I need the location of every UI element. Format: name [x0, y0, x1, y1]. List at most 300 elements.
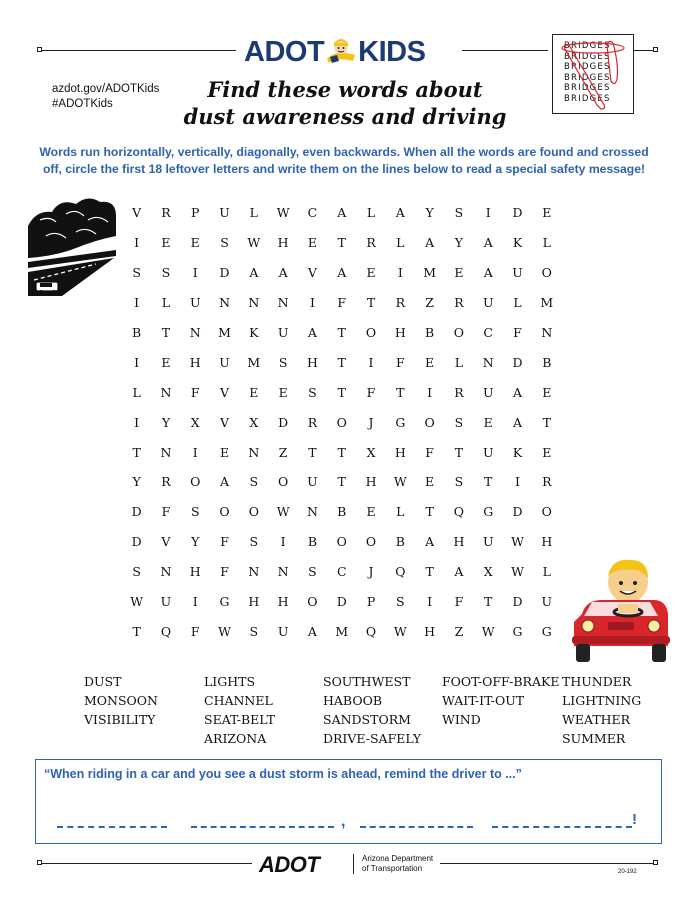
grid-letter[interactable]: O [365, 534, 377, 550]
grid-letter[interactable]: J [368, 564, 374, 580]
grid-letter[interactable]: G [395, 414, 406, 430]
word-list-item: WEATHER [562, 712, 631, 727]
word-list-column [323, 672, 421, 748]
grid-letter[interactable]: T [454, 444, 464, 460]
grid-letter[interactable]: T [337, 325, 346, 340]
grid-letter[interactable]: J [368, 414, 374, 430]
grid-letter[interactable]: O [336, 534, 347, 550]
grid-letter[interactable]: O [219, 504, 230, 520]
grid-letter[interactable]: M [335, 623, 349, 639]
grid-row [122, 497, 562, 527]
grid-letter[interactable]: Y [425, 205, 434, 221]
grid-letter[interactable]: I [134, 295, 140, 311]
grid-letter[interactable]: T [484, 474, 493, 490]
grid-letter[interactable]: A [337, 205, 347, 221]
instructions: Words run horizontally, vertically, diagonally, even backwards. When all the words are found and crossed off, circle the first 18 leftover letters and write them on the lines below to read a special safety message! [39, 145, 649, 176]
word-list-item: SANDSTORM [323, 712, 411, 727]
grid-letter[interactable]: E [542, 444, 552, 460]
grid-letter[interactable]: L [161, 295, 171, 311]
grid-letter[interactable]: N [248, 564, 260, 580]
grid-letter[interactable]: D [131, 504, 142, 520]
answer-blank-line[interactable] [360, 826, 473, 828]
department-name [362, 854, 433, 874]
grid-letter[interactable]: W [247, 235, 261, 251]
grid-letter[interactable]: G [219, 594, 230, 610]
hashtag: #ADOTKids [52, 98, 113, 110]
grid-letter[interactable]: S [278, 354, 288, 370]
word-list-item: SUMMER [562, 731, 626, 746]
grid-letter[interactable]: U [307, 474, 318, 490]
grid-letter[interactable]: N [189, 325, 201, 340]
grid-letter[interactable]: E [542, 384, 552, 400]
grid-letter[interactable]: U [482, 384, 494, 400]
grid-letter[interactable]: Y [132, 474, 141, 490]
grid-letter[interactable]: U [189, 295, 201, 311]
grid-letter[interactable]: I [192, 594, 198, 610]
grid-letter[interactable]: N [219, 295, 230, 311]
grid-letter[interactable]: I [309, 295, 315, 311]
grid-letter[interactable]: B [307, 534, 318, 550]
grid-letter[interactable]: D [336, 594, 347, 610]
grid-letter[interactable]: F [454, 594, 464, 610]
grid-letter[interactable]: D [512, 504, 523, 520]
title-line-2: dust awareness and driving [183, 104, 507, 129]
grid-letter[interactable]: O [365, 325, 377, 340]
grid-letter[interactable]: M [423, 265, 437, 281]
grid-letter[interactable]: N [306, 504, 318, 520]
grid-letter[interactable]: A [425, 534, 435, 550]
grid-letter[interactable]: A [220, 474, 230, 490]
word-list-column [204, 672, 275, 748]
answer-blank-line[interactable] [492, 826, 632, 828]
grid-letter[interactable]: A [249, 265, 259, 281]
site-url[interactable]: azdot.gov/ADOTKids [52, 83, 160, 95]
grid-letter[interactable]: I [192, 265, 198, 281]
grid-letter[interactable]: A [395, 205, 405, 221]
grid-letter[interactable]: O [453, 325, 465, 340]
grid-letter[interactable]: G [512, 623, 523, 639]
grid-letter[interactable]: W [276, 504, 290, 520]
grid-letter[interactable]: U [160, 594, 172, 610]
grid-letter[interactable]: E [219, 444, 230, 460]
grid-row [122, 318, 562, 348]
grid-letter[interactable]: L [249, 205, 258, 221]
grid-letter[interactable]: R [161, 474, 171, 490]
grid-letter[interactable]: A [307, 623, 317, 639]
grid-letter[interactable]: W [393, 474, 407, 490]
grid-letter[interactable]: U [219, 354, 230, 370]
grid-letter[interactable]: T [366, 295, 376, 311]
footer-rule-left [40, 863, 252, 864]
grid-letter[interactable]: W [481, 623, 495, 639]
grid-letter[interactable]: Q [395, 564, 406, 580]
grid-letter[interactable]: Y [161, 414, 171, 430]
footer-rule-right [440, 863, 656, 864]
grid-row [122, 557, 562, 587]
grid-letter[interactable]: G [541, 623, 552, 639]
grid-letter[interactable]: W [130, 594, 144, 610]
grid-letter[interactable]: N [482, 354, 494, 370]
example-row: BRIDGES [564, 83, 611, 94]
grid-letter[interactable]: O [190, 474, 201, 490]
grid-letter[interactable]: H [277, 235, 289, 251]
grid-letter[interactable]: K [512, 235, 523, 251]
rule-end-dot [37, 47, 42, 52]
grid-letter[interactable]: F [190, 623, 200, 639]
example-circles-icon [553, 35, 635, 115]
grid-letter[interactable]: C [336, 564, 347, 580]
grid-letter[interactable]: W [511, 564, 524, 580]
grid-letter[interactable]: D [219, 265, 230, 281]
grid-letter[interactable]: V [220, 384, 230, 400]
grid-letter[interactable]: E [161, 354, 171, 370]
grid-letter[interactable]: N [160, 384, 172, 400]
grid-letter[interactable]: R [542, 474, 552, 490]
grid-letter[interactable]: V [307, 265, 317, 281]
grid-letter[interactable]: R [454, 295, 464, 311]
grid-letter[interactable]: W [393, 623, 407, 639]
grid-letter[interactable]: F [337, 295, 347, 311]
rule-end-dot [653, 47, 658, 52]
grid-letter[interactable]: A [454, 564, 464, 580]
grid-letter[interactable]: S [220, 235, 229, 251]
grid-letter[interactable]: U [541, 594, 553, 610]
grid-letter[interactable]: R [454, 384, 464, 400]
footer-divider [353, 854, 354, 874]
grid-letter[interactable]: F [425, 444, 434, 460]
grid-letter[interactable]: N [248, 295, 260, 311]
grid-letter[interactable]: H [248, 594, 260, 610]
grid-letter[interactable]: U [277, 623, 289, 639]
answer-exclaim: ! [632, 811, 637, 828]
example-row: BRIDGES [564, 41, 611, 51]
grid-letter[interactable]: L [132, 384, 141, 400]
title-line-1: Find these words about [207, 77, 483, 102]
grid-letter[interactable]: I [134, 414, 140, 430]
grid-letter[interactable]: K [249, 325, 259, 340]
grid-letter[interactable]: P [191, 205, 200, 221]
grid-letter[interactable]: E [454, 265, 464, 281]
grid-letter[interactable]: S [132, 265, 141, 281]
grid-letter[interactable]: S [132, 564, 141, 580]
grid-letter[interactable]: S [454, 414, 464, 430]
grid-letter[interactable]: T [337, 235, 346, 251]
grid-letter[interactable]: E [483, 414, 493, 430]
grid-letter[interactable]: T [161, 325, 171, 340]
grid-letter[interactable]: H [424, 623, 436, 639]
grid-letter[interactable]: X [366, 444, 376, 460]
grid-letter[interactable]: S [161, 265, 171, 281]
site-info [52, 82, 159, 112]
word-list-item: CHANNEL [204, 693, 273, 708]
grid-letter[interactable]: S [249, 623, 259, 639]
grid-letter[interactable]: M [540, 295, 554, 311]
dust-storm-icon [26, 196, 118, 298]
grid-letter[interactable]: Z [454, 623, 464, 639]
answer-blank-line[interactable] [57, 826, 167, 828]
adot-footer-logo: ADOT [259, 852, 320, 877]
word-list-column [562, 672, 641, 748]
word-list-item: DRIVE-SAFELY [323, 731, 422, 746]
grid-letter[interactable]: S [249, 534, 259, 550]
grid-row [122, 437, 562, 467]
grid-letter[interactable]: L [542, 235, 551, 251]
dept-line-2: of Transportation [362, 864, 423, 873]
grid-letter[interactable]: U [482, 534, 494, 550]
document-code: 20-192 [618, 869, 637, 875]
grid-row [122, 407, 562, 437]
grid-letter[interactable]: R [366, 235, 376, 251]
grid-letter[interactable]: T [337, 384, 346, 400]
grid-letter[interactable]: Z [425, 295, 434, 311]
word-list-column [84, 672, 158, 729]
grid-letter[interactable]: H [189, 564, 201, 580]
grid-letter[interactable]: T [484, 594, 493, 610]
grid-letter[interactable]: B [132, 325, 142, 340]
grid-letter[interactable]: U [219, 205, 230, 221]
word-list-item: HABOOB [323, 693, 383, 708]
grid-letter[interactable]: T [132, 444, 141, 460]
grid-letter[interactable]: E [425, 354, 435, 370]
grid-letter[interactable]: E [190, 235, 200, 251]
grid-letter[interactable]: T [337, 474, 346, 490]
grid-letter[interactable]: N [248, 444, 260, 460]
word-list-column [442, 672, 559, 729]
grid-letter[interactable]: F [513, 325, 522, 340]
grid-letter[interactable]: B [395, 534, 405, 550]
grid-letter[interactable]: L [454, 354, 464, 370]
grid-letter[interactable]: W [276, 205, 290, 221]
answer-comma: , [341, 813, 346, 830]
grid-letter[interactable]: W [511, 534, 524, 550]
grid-letter[interactable]: U [512, 265, 523, 281]
grid-letter[interactable]: F [395, 354, 405, 370]
grid-letter[interactable]: S [249, 474, 259, 490]
grid-letter[interactable]: W [218, 623, 231, 639]
grid-letter[interactable]: U [482, 444, 494, 460]
grid-letter[interactable]: E [161, 235, 171, 251]
page-title [175, 76, 515, 130]
grid-letter[interactable]: X [190, 414, 200, 430]
message-quote: “When riding in a car and you see a dust storm is ahead, remind the driver to ...” [44, 767, 522, 781]
grid-letter[interactable]: O [424, 414, 435, 430]
grid-letter[interactable]: E [249, 384, 259, 400]
grid-letter[interactable]: T [337, 444, 346, 460]
grid-letter[interactable]: N [160, 564, 172, 580]
grid-letter[interactable]: V [161, 534, 171, 550]
grid-letter[interactable]: A [425, 235, 435, 251]
grid-letter[interactable]: Q [365, 623, 377, 639]
word-list-item: WIND [442, 712, 481, 727]
grid-letter[interactable]: B [425, 325, 435, 340]
grid-letter[interactable]: H [306, 354, 318, 370]
grid-letter[interactable]: C [483, 325, 493, 340]
grid-letter[interactable]: N [277, 295, 289, 311]
grid-letter[interactable]: L [542, 564, 551, 580]
grid-letter[interactable]: I [485, 205, 491, 221]
grid-letter[interactable]: T [425, 564, 434, 580]
grid-letter[interactable]: L [513, 295, 522, 311]
grid-row [122, 228, 562, 258]
grid-letter[interactable]: I [192, 444, 198, 460]
example-row: BRIDGES [564, 72, 611, 83]
word-list-item: LIGHTS [204, 674, 256, 689]
word-list-item: ARIZONA [204, 731, 267, 746]
grid-letter[interactable]: V [220, 414, 230, 430]
grid-letter[interactable]: D [278, 414, 289, 430]
grid-letter[interactable]: I [368, 354, 374, 370]
grid-letter[interactable]: O [336, 414, 347, 430]
example-thumbnail [552, 34, 634, 114]
grid-letter[interactable]: F [366, 384, 376, 400]
dept-line-1: Arizona Department [362, 854, 434, 863]
grid-letter[interactable]: P [366, 594, 376, 610]
grid-letter[interactable]: O [541, 265, 552, 281]
grid-letter[interactable]: L [366, 205, 376, 221]
grid-letter[interactable]: A [307, 325, 317, 340]
word-list-item: VISIBILITY [84, 712, 156, 727]
grid-letter[interactable]: Q [453, 504, 465, 520]
grid-letter[interactable]: T [132, 623, 141, 639]
word-list-item: WAIT-IT-OUT [442, 693, 525, 708]
grid-letter[interactable]: Z [278, 444, 288, 460]
adot-kids-logo [244, 34, 454, 70]
kid-driving-car-icon [568, 556, 672, 666]
grid-letter[interactable]: H [365, 474, 377, 490]
grid-letter[interactable]: S [454, 474, 464, 490]
rule-end-dot [37, 860, 42, 865]
grid-row [122, 288, 562, 318]
grid-letter[interactable]: G [483, 504, 494, 520]
word-list-item: LIGHTNING [562, 693, 642, 708]
word-list-item: SEAT-BELT [204, 712, 275, 727]
grid-letter[interactable]: I [134, 235, 140, 251]
word-list-item: MONSOON [84, 693, 158, 708]
grid-letter[interactable]: C [307, 205, 318, 221]
grid-letter[interactable]: D [512, 594, 523, 610]
grid-letter[interactable]: T [425, 504, 434, 520]
grid-row [122, 347, 562, 377]
grid-letter[interactable]: M [218, 325, 231, 340]
grid-letter[interactable]: L [396, 235, 405, 251]
grid-letter[interactable]: V [132, 205, 142, 221]
grid-letter[interactable]: A [483, 235, 493, 251]
grid-letter[interactable]: E [307, 235, 317, 251]
grid-letter[interactable]: H [394, 444, 406, 460]
grid-row [122, 198, 562, 228]
grid-letter[interactable]: O [307, 594, 318, 610]
grid-letter[interactable]: N [160, 444, 172, 460]
grid-letter[interactable]: H [189, 354, 201, 370]
grid-letter[interactable]: E [366, 504, 376, 520]
grid-letter[interactable]: Y [191, 534, 200, 550]
grid-row [122, 467, 562, 497]
grid-letter[interactable]: F [190, 384, 200, 400]
word-list-item: SOUTHWEST [323, 674, 411, 689]
grid-letter[interactable]: T [542, 414, 551, 430]
grid-letter[interactable]: A [483, 265, 493, 281]
grid-letter[interactable]: T [337, 354, 346, 370]
grid-letter[interactable]: O [541, 504, 552, 520]
grid-letter[interactable]: I [427, 594, 433, 610]
grid-letter[interactable]: R [161, 205, 171, 221]
grid-letter[interactable]: T [396, 384, 405, 400]
grid-letter[interactable]: D [512, 205, 523, 221]
grid-letter[interactable]: S [190, 504, 200, 520]
grid-letter[interactable]: A [278, 265, 288, 281]
grid-letter[interactable]: U [482, 295, 494, 311]
word-list-item: FOOT-OFF-BRAKE [442, 674, 560, 689]
grid-letter[interactable]: H [453, 534, 465, 550]
word-search-grid[interactable] [122, 198, 562, 646]
grid-letter[interactable]: F [220, 534, 229, 550]
grid-letter[interactable]: N [541, 325, 553, 340]
grid-letter[interactable]: A [512, 384, 523, 400]
grid-letter[interactable]: I [397, 265, 403, 281]
grid-letter[interactable]: E [278, 384, 288, 400]
grid-letter[interactable]: O [248, 504, 259, 520]
example-row: BRIDGES [564, 93, 611, 104]
grid-row [122, 527, 562, 557]
grid-letter[interactable]: D [131, 534, 142, 550]
example-row: BRIDGES [564, 51, 611, 62]
grid-letter[interactable]: K [512, 444, 523, 460]
grid-letter[interactable]: T [308, 444, 317, 460]
header-rule-left [40, 50, 236, 51]
grid-letter[interactable]: X [249, 414, 259, 430]
grid-letter[interactable]: H [541, 534, 553, 550]
grid-letter[interactable]: A [337, 265, 347, 281]
grid-letter[interactable]: H [394, 325, 406, 340]
grid-letter[interactable]: E [542, 205, 552, 221]
grid-letter[interactable]: R [307, 414, 318, 430]
grid-letter[interactable]: S [308, 564, 317, 580]
grid-letter[interactable]: S [308, 384, 317, 400]
example-row: BRIDGES [564, 62, 611, 73]
rule-end-dot [653, 860, 658, 865]
grid-row [122, 377, 562, 407]
grid-letter[interactable]: Q [160, 623, 172, 639]
grid-letter[interactable]: Y [454, 235, 464, 251]
grid-letter[interactable]: S [454, 205, 464, 221]
grid-letter[interactable]: X [483, 564, 493, 580]
grid-letter[interactable]: A [512, 414, 523, 430]
grid-letter[interactable]: H [277, 594, 289, 610]
grid-letter[interactable]: I [427, 384, 433, 400]
answer-blank-line[interactable] [191, 826, 334, 828]
grid-letter[interactable]: F [220, 564, 229, 580]
grid-letter[interactable]: I [515, 474, 520, 490]
grid-letter[interactable]: I [134, 354, 140, 370]
grid-letter[interactable]: R [395, 295, 406, 311]
grid-row [122, 616, 562, 646]
grid-letter[interactable]: E [425, 474, 435, 490]
grid-letter[interactable]: I [280, 534, 286, 550]
grid-letter[interactable]: L [396, 504, 405, 520]
grid-letter[interactable]: U [277, 325, 289, 340]
logo-text-kids: KIDS [358, 35, 426, 68]
grid-letter[interactable]: F [161, 504, 171, 520]
grid-letter[interactable]: N [277, 564, 289, 580]
grid-letter[interactable]: B [542, 354, 552, 370]
logo-text-adot: ADOT [244, 35, 325, 68]
grid-letter[interactable]: S [396, 594, 405, 610]
grid-letter[interactable]: M [247, 354, 261, 370]
grid-letter[interactable]: E [366, 265, 376, 281]
grid-letter[interactable]: D [512, 354, 523, 370]
grid-letter[interactable]: B [337, 504, 347, 520]
grid-letter[interactable]: O [278, 474, 289, 490]
